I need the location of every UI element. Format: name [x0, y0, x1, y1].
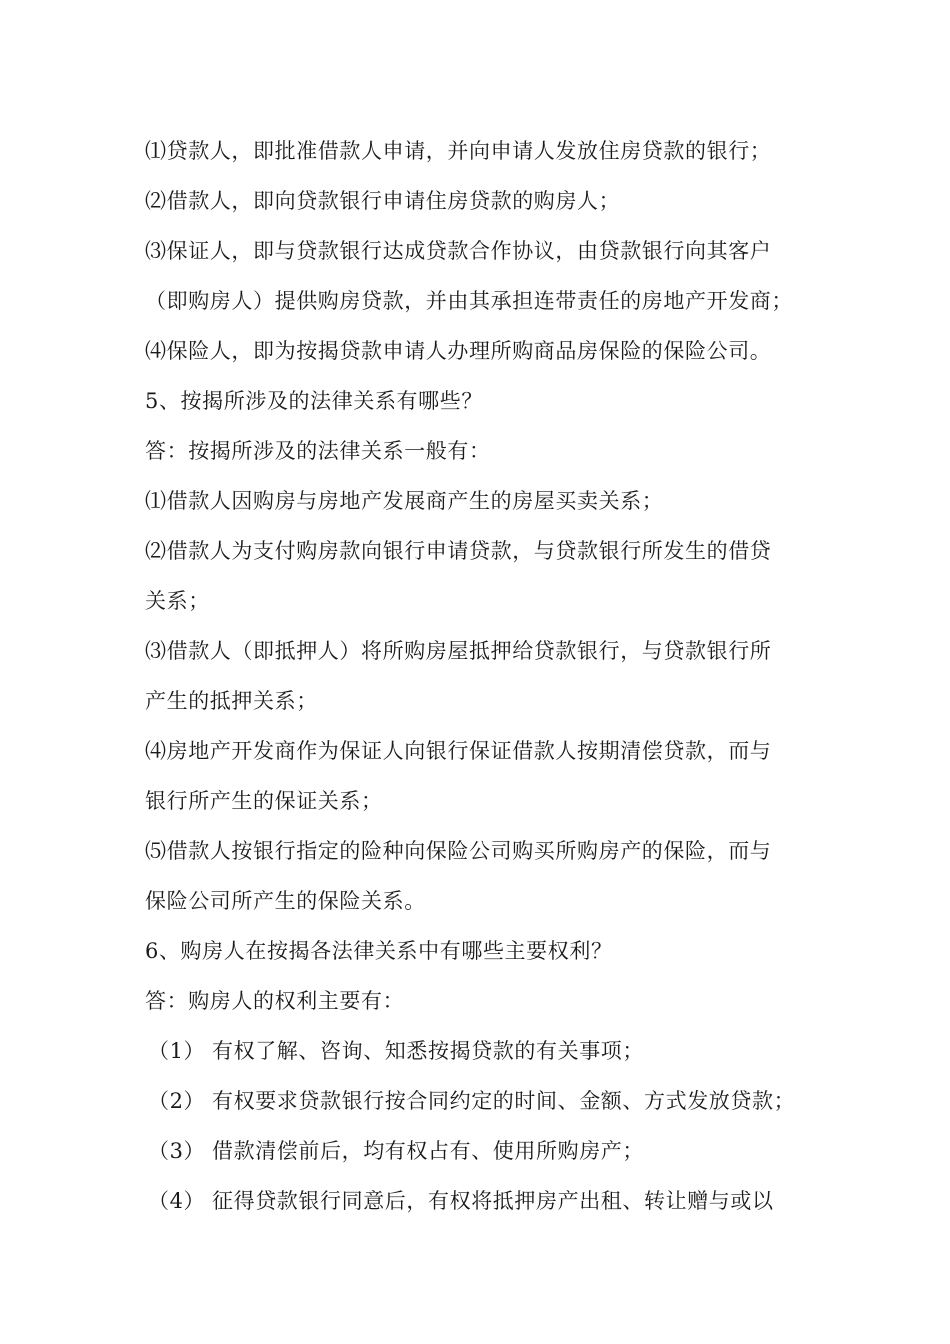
text-line: ⑴贷款人，即批准借款人申请，并向申请人发放住房贷款的银行；: [145, 139, 772, 163]
rights-item: [148, 1186, 828, 1216]
answer-intro: 答：购房人的权利主要有：: [145, 989, 405, 1013]
rights-item: [148, 1136, 828, 1166]
question-heading: 5、按揭所涉及的法律关系有哪些？: [145, 389, 483, 413]
text-line: ⑷保险人，即为按揭贷款申请人办理所购商品房保险的保险公司。: [145, 339, 772, 363]
answer-intro: 答：按揭所涉及的法律关系一般有：: [145, 439, 491, 463]
text-line: （即购房人）提供购房贷款，并由其承担连带责任的房地产开发商；: [145, 289, 793, 313]
text-line: 保险公司所产生的保险关系。: [145, 889, 426, 913]
rights-item-text: 有权要求贷款银行按合同约定的时间、金额、方式发放贷款；: [212, 1089, 796, 1113]
text-line: ⑴借款人因购房与房地产发展商产生的房屋买卖关系；: [145, 489, 664, 513]
rights-item-number: （1）: [148, 1039, 206, 1063]
text-line: 关系；: [145, 589, 210, 613]
text-line: ⑶保证人，即与贷款银行达成贷款合作协议，由贷款银行向其客户: [145, 239, 772, 263]
text-line: 银行所产生的保证关系；: [145, 789, 383, 813]
text-line: ⑵借款人为支付购房款向银行申请贷款，与贷款银行所发生的借贷: [145, 539, 772, 563]
rights-item-text: 征得贷款银行同意后，有权将抵押房产出租、转让赠与或以: [212, 1189, 774, 1213]
rights-item-text: 有权了解、咨询、知悉按揭贷款的有关事项；: [212, 1039, 644, 1063]
text-line: ⑷房地产开发商作为保证人向银行保证借款人按期清偿贷款，而与: [145, 739, 772, 763]
rights-item-number: （3）: [148, 1139, 206, 1163]
text-line: ⑵借款人，即向贷款银行申请住房贷款的购房人；: [145, 189, 621, 213]
rights-item-number: （2）: [148, 1089, 206, 1113]
rights-item: [148, 1086, 828, 1116]
rights-item: [148, 1036, 828, 1066]
rights-item-number: （4）: [148, 1189, 206, 1213]
text-line: 产生的抵押关系；: [145, 689, 318, 713]
text-line: ⑶借款人（即抵押人）将所购房屋抵押给贷款银行，与贷款银行所: [145, 639, 772, 663]
question-heading: 6、购房人在按揭各法律关系中有哪些主要权利？: [145, 939, 613, 963]
rights-item-text: 借款清偿前后，均有权占有、使用所购房产；: [212, 1139, 644, 1163]
text-line: ⑸借款人按银行指定的险种向保险公司购买所购房产的保险，而与: [145, 839, 772, 863]
